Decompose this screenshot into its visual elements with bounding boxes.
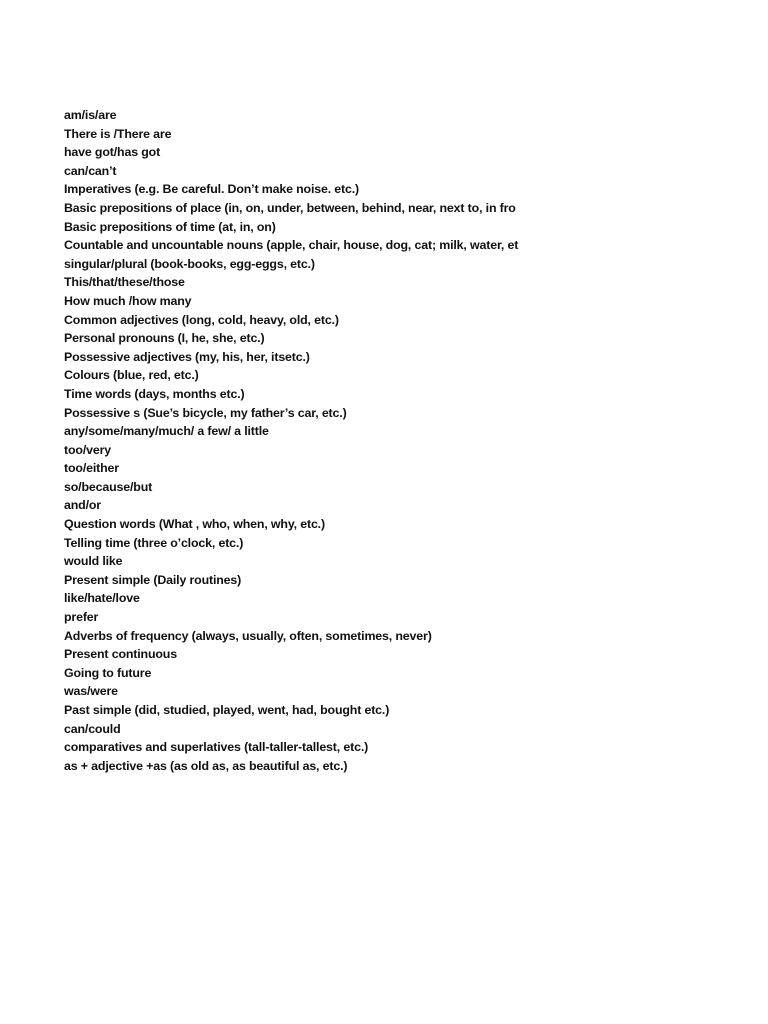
list-item: There is /There are: [64, 126, 172, 141]
list-item: Telling time (three o’clock, etc.): [64, 535, 244, 550]
list-item: Adverbs of frequency (always, usually, often, sometimes, never): [64, 628, 432, 643]
list-item: Common adjectives (long, cold, heavy, old, etc.): [64, 312, 339, 327]
list-item: This/that/these/those: [64, 275, 185, 290]
list-item: singular/plural (book-books, egg-eggs, etc.): [64, 256, 315, 271]
list-item: am/is/are: [64, 108, 117, 122]
list-item: Basic prepositions of time (at, in, on): [64, 219, 276, 234]
list-item: was/were: [64, 684, 118, 699]
list-item: would like: [64, 554, 123, 569]
list-item: too/very: [64, 442, 112, 457]
list-item: Question words (What , who, when, why, etc.): [64, 517, 325, 532]
list-item: have got/has got: [64, 145, 161, 160]
list-item: any/some/many/much/ a few/ a little: [64, 424, 269, 439]
list-item: and/or: [64, 498, 101, 513]
list-item: Personal pronouns (I, he, she, etc.): [64, 331, 265, 346]
list-item: Present simple (Daily routines): [64, 572, 242, 587]
list-item: can/can’t: [64, 163, 117, 178]
list-item: can/could: [64, 721, 121, 736]
list-item: as + adjective +as (as old as, as beautiful as, etc.): [64, 758, 348, 773]
list-item: Colours (blue, red, etc.): [64, 368, 199, 383]
list-item: Going to future: [64, 665, 152, 680]
list-item: Possessive adjectives (my, his, her, itsetc.): [64, 349, 310, 364]
list-item: too/either: [64, 461, 119, 476]
list-item: Basic prepositions of place (in, on, under, between, behind, near, next to, in fro: [64, 200, 516, 215]
list-item: How much /how many: [64, 293, 192, 308]
list-item: comparatives and superlatives (tall-taller-tallest, etc.): [64, 740, 369, 755]
list-item: Countable and uncountable nouns (apple, chair, house, dog, cat; milk, water, et: [64, 238, 519, 253]
grammar-topic-list: [64, 106, 521, 775]
list-item: prefer: [64, 610, 99, 625]
list-item: Past simple (did, studied, played, went, had, bought etc.): [64, 703, 390, 717]
list-item: Time words (days, months etc.): [64, 386, 245, 401]
list-item: like/hate/love: [64, 591, 140, 606]
list-item: Present continuous: [64, 647, 177, 662]
list-item: Possessive s (Sue’s bicycle, my father’s car, etc.): [64, 405, 347, 420]
list-item: Imperatives (e.g. Be careful. Don’t make noise. etc.): [64, 182, 360, 197]
list-item: so/because/but: [64, 479, 153, 494]
